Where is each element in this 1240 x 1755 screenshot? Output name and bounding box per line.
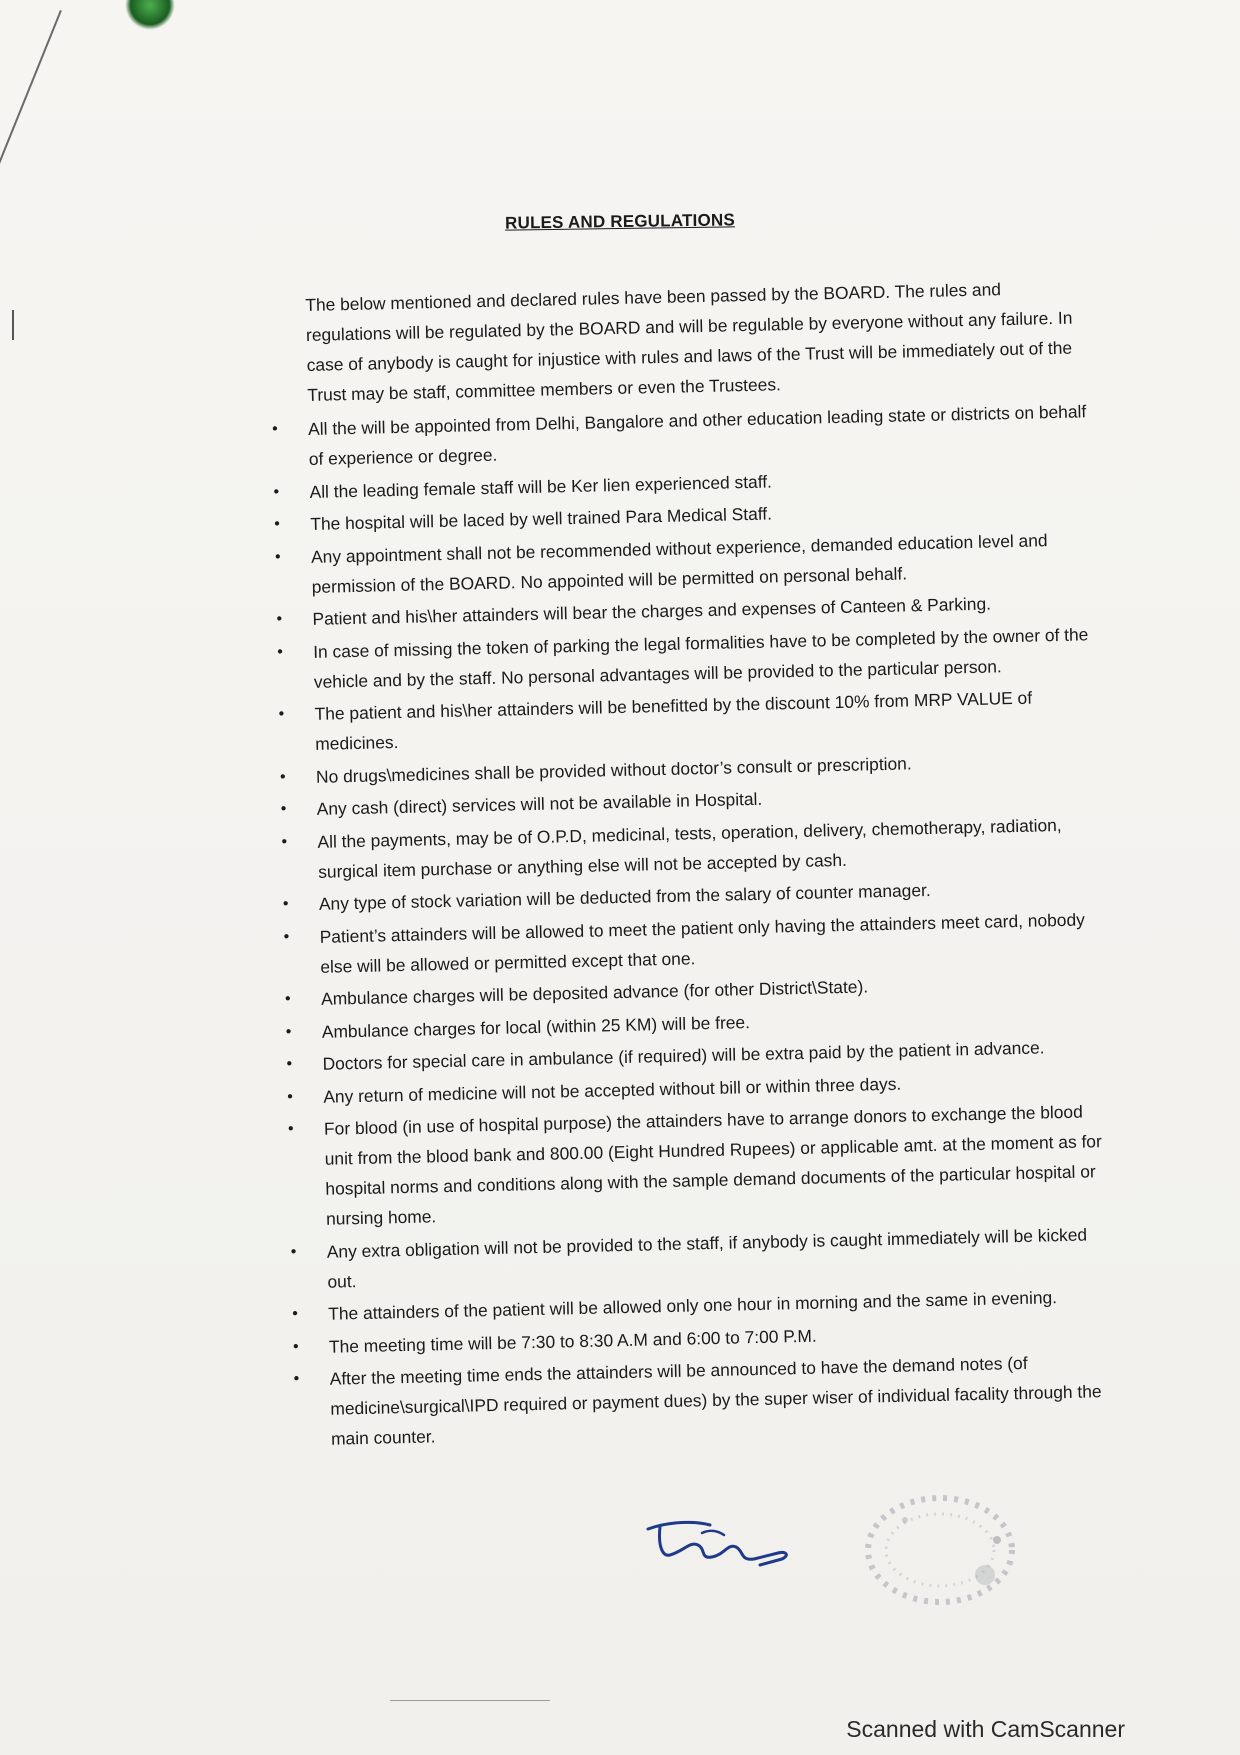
rule-text: Ambulance charges for local (within 25 KM) will be free. xyxy=(321,1011,751,1042)
camscanner-watermark: Scanned with CamScanner xyxy=(846,1716,1125,1742)
bullet-icon: • xyxy=(283,928,290,946)
rule-text: Any appointment shall not be recommended without experience, demanded education level and permission of the BOARD. No appointed will be permitted on personal behalf. xyxy=(310,529,1048,597)
page-edge-mark xyxy=(12,310,14,340)
document-body xyxy=(271,272,1111,1456)
rule-item xyxy=(287,1096,1107,1234)
rule-text: Any type of stock variation will be deducted from the salary of counter manager. xyxy=(318,879,931,914)
bullet-icon: • xyxy=(290,1242,297,1261)
footer-rule xyxy=(390,1700,550,1701)
scan-corner-mark xyxy=(116,0,184,39)
stamp-icon xyxy=(855,1480,1025,1620)
bullet-icon: • xyxy=(281,833,288,851)
rule-text: No drugs\medicines shall be provided without doctor’s consult or prescription. xyxy=(315,752,912,787)
bullet-icon: • xyxy=(274,515,281,533)
bullet-icon: • xyxy=(287,1087,294,1106)
rule-text: Any return of medicine will not be accepted without bill or within three days. xyxy=(323,1073,902,1107)
bullet-icon: • xyxy=(287,1120,294,1138)
bullet-icon: • xyxy=(280,800,287,818)
document-title: RULES AND REGULATIONS xyxy=(504,210,736,233)
rule-text: All the will be appointed from Delhi, Bangalore and other education leading state or districts on behalf of experience or degree. xyxy=(307,401,1087,469)
bullet-icon: • xyxy=(284,990,291,1008)
bullet-icon: • xyxy=(286,1055,293,1073)
scan-fold-line xyxy=(0,10,62,307)
rule-text: All the leading female staff will be Ker lien experienced staff. xyxy=(309,470,773,502)
bullet-icon: • xyxy=(273,483,280,501)
bullet-icon: • xyxy=(271,420,278,438)
rule-text: Any extra obligation will not be provided to the staff, if anybody is caught immediately will be kicked out. xyxy=(326,1224,1088,1292)
signature-icon xyxy=(640,1515,820,1575)
rule-text: Patient’s attainders will be allowed to meet the patient only having the attainders meet card, nobody else will be allowed or permitted except that one. xyxy=(319,908,1086,977)
bullet-icon: • xyxy=(292,1337,299,1356)
rule-text: The meeting time will be 7:30 to 8:30 A.M and 6:00 to 7:00 P.M. xyxy=(328,1325,817,1357)
bullet-icon: • xyxy=(278,705,285,723)
rule-text: All the payments, may be of O.P.D, medicinal, tests, operation, delivery, chemotherapy, radiation, surgical item purchase or anything else will not be accepted by cash. xyxy=(317,814,1062,882)
bullet-icon: • xyxy=(285,1023,292,1041)
bullet-icon: • xyxy=(277,643,284,661)
bullet-icon: • xyxy=(293,1370,300,1388)
rule-text: The attainders of the patient will be allowed only one hour in morning and the same in evening. xyxy=(328,1287,1058,1324)
rule-text: The patient and his\her attainders will be benefitted by the discount 10% from MRP VALUE of medicines. xyxy=(314,687,1033,754)
rule-item xyxy=(293,1346,1111,1454)
rule-text: Ambulance charges will be deposited advance (for other District\State). xyxy=(320,976,869,1009)
rules-list xyxy=(271,396,1111,1453)
rule-text: After the meeting time ends the attainders will be announced to have the demand notes (of medicine\surgical\IPD required or payment dues) by the super wiser of individual facality through the main counter. xyxy=(329,1352,1102,1449)
intro-paragraph: The below mentioned and declared rules have been passed by the BOARD. The rules and regulations will be regulated by the BOARD and will be regulable by everyone without any failure. In case of anybody is caught for injustice with rules and laws of the Trust will be immediately out of the Trust may be staff, committee members or even the Trustees. xyxy=(305,279,1073,405)
bullet-icon: • xyxy=(276,610,283,628)
rule-text: Patient and his\her attainders will bear the charges and expenses of Canteen & Parking. xyxy=(312,593,992,629)
rule-text: Any cash (direct) services will not be available in Hospital. xyxy=(316,788,763,819)
rule-text: Doctors for special care in ambulance (if required) will be extra paid by the patient in advance. xyxy=(322,1037,1045,1074)
bullet-icon: • xyxy=(279,768,286,786)
rule-text: The hospital will be laced by well trained Para Medical Staff. xyxy=(310,503,773,534)
rule-text: In case of missing the token of parking the legal formalities have to be completed by the owner of the vehicle and by the staff. No personal advantages will be provided to the particular person. xyxy=(312,623,1089,692)
bullet-icon: • xyxy=(274,548,281,566)
bullet-icon: • xyxy=(282,895,289,913)
rule-text: For blood (in use of hospital purpose) the attainders have to arrange donors to exchange the blood unit from the blood bank and 800.00 (Eight Hundred Rupees) or applicable amt. at the moment as for hospital norms and conditions along with the sample demand documents of the particular hospital or nursing home. xyxy=(323,1101,1102,1229)
bullet-icon: • xyxy=(292,1305,299,1323)
